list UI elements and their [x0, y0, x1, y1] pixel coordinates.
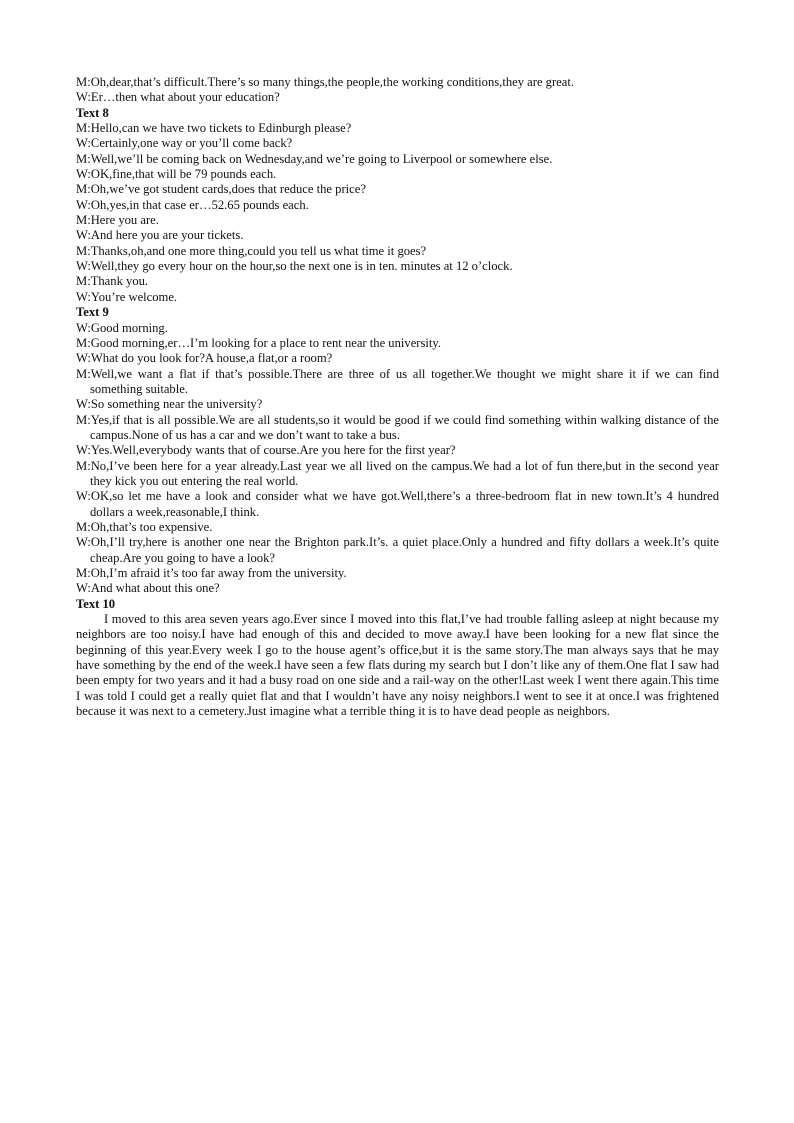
section-heading-text10: Text 10: [76, 596, 116, 611]
dialogue-line: M:Well,we’ll be coming back on Wednesday,and we’re going to Liverpool or somewhere else.: [76, 151, 553, 166]
dialogue-line: W:OK,so let me have a look and consider what we have got.Well,there’s a three-bedroom flat in new town.It’s 4 hundred dollars a week,reasonable,I think.: [76, 489, 719, 519]
dialogue-line: W:Yes.Well,everybody wants that of course.Are you here for the first year?: [76, 443, 456, 458]
dialogue-line: M:Yes,if that is all possible.We are all students,so it would be good if we could find something within walking distance of the campus.None of us has a car and we don’t want to take a bus.: [76, 412, 719, 442]
dialogue-line: M:No,I’ve been here for a year already.Last year we all lived on the campus.We had a lot of fun there,but in the second year they kick you out entering the real world.: [76, 458, 719, 488]
dialogue-line: W:Oh,I’ll try,here is another one near the Brighton park.It’s. a quiet place.Only a hundred and fifty dollars a week.It’s quite cheap.Are you going to have a look?: [76, 535, 719, 565]
dialogue-line: M:Here you are.: [76, 213, 159, 228]
dialogue-line: W:And here you are your tickets.: [76, 228, 244, 243]
dialogue-line: W:Well,they go every hour on the hour,so the next one is in ten. minutes at 12 o’clock.: [76, 259, 513, 274]
dialogue-line: M:Well,we want a flat if that’s possible.There are three of us all together.We thought we might share it if we can find something suitable.: [76, 366, 719, 396]
document-page: [76, 75, 719, 719]
dialogue-line: W:Er…then what about your education?: [76, 90, 280, 105]
dialogue-line: M:Oh,dear,that’s difficult.There’s so many things,the people,the working conditions,they are great.: [76, 75, 574, 89]
dialogue-line: M:Good morning,er…I’m looking for a place to rent near the university.: [76, 335, 442, 350]
dialogue-line: M:Thanks,oh,and one more thing,could you tell us what time it goes?: [76, 243, 427, 258]
dialogue-line: W:Oh,yes,in that case er…52.65 pounds each.: [76, 197, 309, 212]
section-heading-text9: Text 9: [76, 305, 109, 320]
dialogue-line: W:And what about this one?: [76, 581, 220, 596]
dialogue-line: W:OK,fine,that will be 79 pounds each.: [76, 167, 277, 182]
dialogue-line: M:Oh,I’m afraid it’s too far away from the university.: [76, 566, 347, 580]
dialogue-line: W:You’re welcome.: [76, 289, 178, 304]
passage-paragraph: I moved to this area seven years ago.Ever since I moved into this flat,I’ve had trouble falling asleep at night because my neighbors are too noisy.I have had enough of this and decided to move away.I have been looking for a new flat since the beginning of this year.Every week I go to the house agent’s office,but it is the same story.The man always says that he may have something by the end of the week.I have seen a few flats during my search but I don’t like any of them.One flat I saw had been empty for two years and it had a busy road on one side and a rail-way on the other!Last week I went there again.This time I was told I could get a really quiet flat and that I wouldn’t have any noisy neighbors.I went to see it at once.I was frightened because it was next to a cemetery.Just imagine what a terrible thing it is to have dead people as neighbors.: [76, 612, 719, 719]
dialogue-line: M:Oh,we’ve got student cards,does that reduce the price?: [76, 182, 366, 197]
dialogue-line: M:Thank you.: [76, 274, 149, 289]
dialogue-line: W:What do you look for?A house,a flat,or a room?: [76, 351, 333, 366]
dialogue-line: M:Hello,can we have two tickets to Edinburgh please?: [76, 121, 352, 136]
dialogue-line: W:Certainly,one way or you’ll come back?: [76, 136, 293, 151]
section-heading-text8: Text 8: [76, 105, 109, 120]
dialogue-line: M:Oh,that’s too expensive.: [76, 519, 213, 534]
dialogue-line: W:Good morning.: [76, 320, 168, 335]
dialogue-line: W:So something near the university?: [76, 397, 263, 412]
